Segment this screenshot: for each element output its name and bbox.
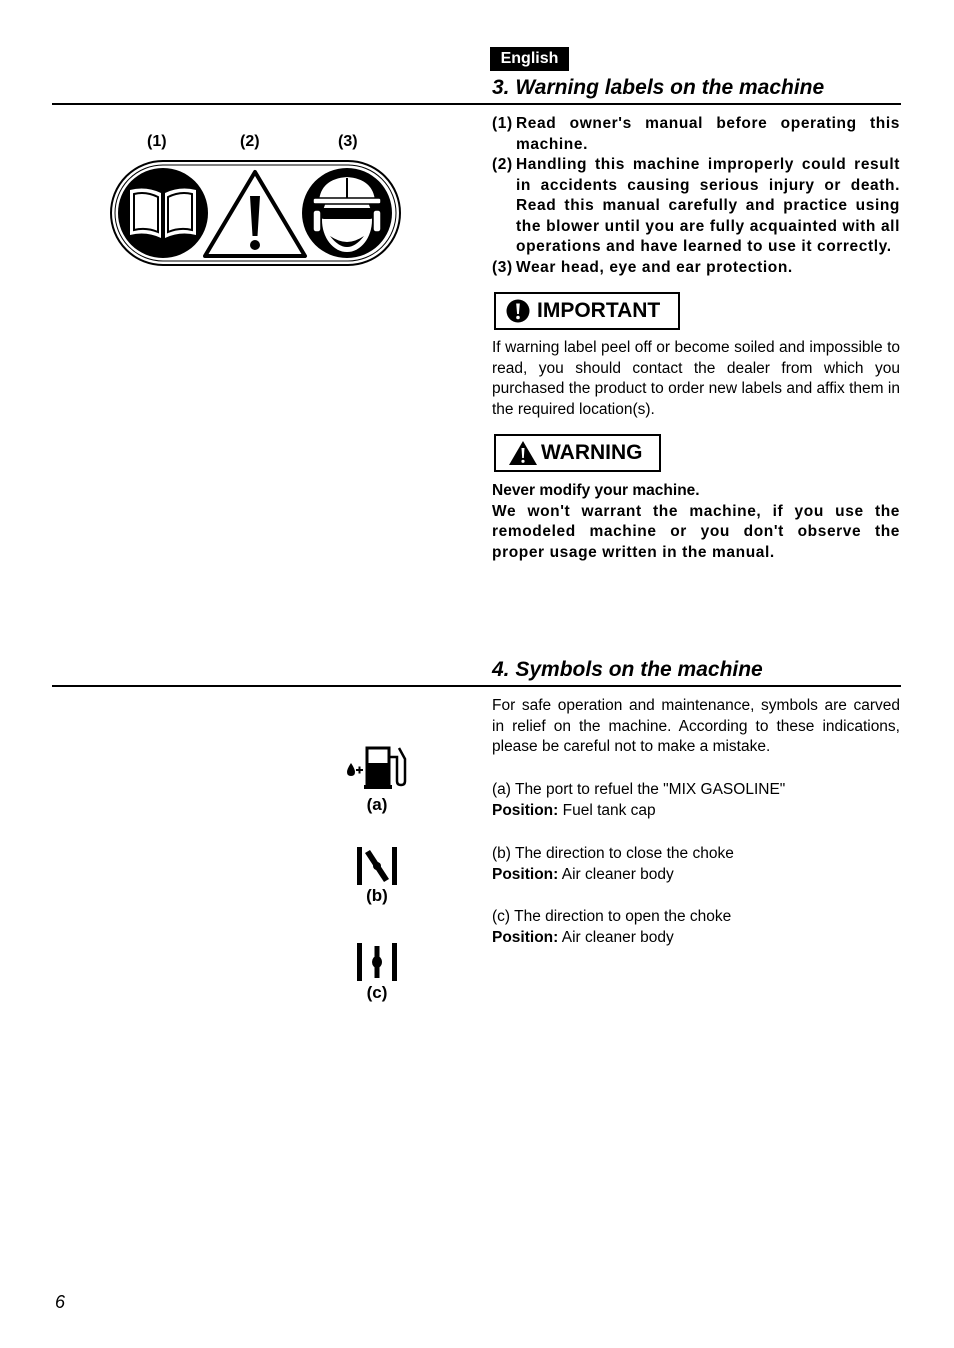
list-item-text: Handling this machine improperly could result in accidents causing serious injury or death. Read this manual carefully and practice using the blower until you are fully acquainted with all operations and have learned to use it correctly. — [516, 156, 900, 255]
page-number: 6 — [55, 1292, 66, 1312]
position-label: Position: — [492, 801, 559, 819]
list-item — [492, 114, 900, 155]
warning-label: WARNING — [541, 441, 643, 464]
label-number-1: (1) — [147, 133, 167, 150]
position-label: Position: — [492, 928, 559, 946]
symbol-c-description — [492, 907, 900, 948]
symbol-c-position: Air cleaner body — [561, 928, 674, 946]
list-item-number: (3) — [492, 258, 513, 276]
important-label: IMPORTANT — [537, 299, 661, 322]
choke-closed-icon — [355, 845, 399, 887]
warning-box — [494, 434, 661, 472]
symbol-c-text: (c) The direction to open the choke — [492, 908, 732, 925]
list-item-number: (2) — [492, 156, 513, 173]
warning-label-graphic — [108, 158, 403, 268]
symbol-a-caption: (a) — [366, 795, 388, 814]
fuel-pump-icon — [345, 745, 411, 791]
list-item-text: Read owner's manual before operating this machine. — [516, 115, 900, 153]
language-tag: English — [490, 47, 569, 71]
symbols-intro: For safe operation and maintenance, symbols are carved in relief on the machine. According to these indications, please be careful not to make a mistake. — [492, 697, 900, 755]
warning-text — [492, 481, 900, 563]
symbol-b-caption: (b) — [366, 886, 388, 905]
position-label: Position: — [492, 865, 559, 883]
label-number-2: (2) — [240, 133, 260, 150]
section-3-title: 3. Warning labels on the machine — [492, 76, 825, 99]
list-item-number: (1) — [492, 115, 513, 132]
section-3-rule — [52, 103, 901, 105]
symbol-c-caption: (c) — [366, 983, 388, 1002]
list-item-text: Wear head, eye and ear protection. — [516, 258, 793, 276]
symbol-a-position: Fuel tank cap — [562, 801, 656, 819]
list-item — [492, 155, 900, 258]
section-4-title: 4. Symbols on the machine — [492, 658, 763, 681]
warning-triangle-icon — [508, 440, 538, 466]
head-eye-ear-protection-icon — [302, 168, 392, 258]
symbol-b-description — [492, 844, 900, 885]
symbol-b-position: Air cleaner body — [561, 865, 674, 883]
label-number-3: (3) — [338, 133, 358, 150]
important-text: If warning label peel off or become soiled and impossible to read, you should contact the dealer from which you purchased the product to order new labels and affix them in the required location(s). — [492, 339, 900, 418]
warning-line-2: We won't warrant the machine, if you use the remodeled machine or you don't observe the proper usage written in the manual. — [492, 502, 900, 561]
choke-open-icon — [355, 941, 399, 983]
list-item — [492, 258, 900, 279]
section-4-rule — [52, 685, 901, 687]
symbol-b-text: (b) The direction to close the choke — [492, 845, 734, 862]
warning-line-1: Never modify your machine. — [492, 482, 700, 499]
warning-label-list — [492, 114, 900, 278]
symbol-a-text: (a) The port to refuel the "MIX GASOLINE" — [492, 781, 786, 798]
symbol-a-description — [492, 780, 900, 821]
read-manual-icon — [118, 168, 208, 258]
important-box — [494, 292, 680, 330]
exclamation-circle-icon — [506, 299, 530, 323]
